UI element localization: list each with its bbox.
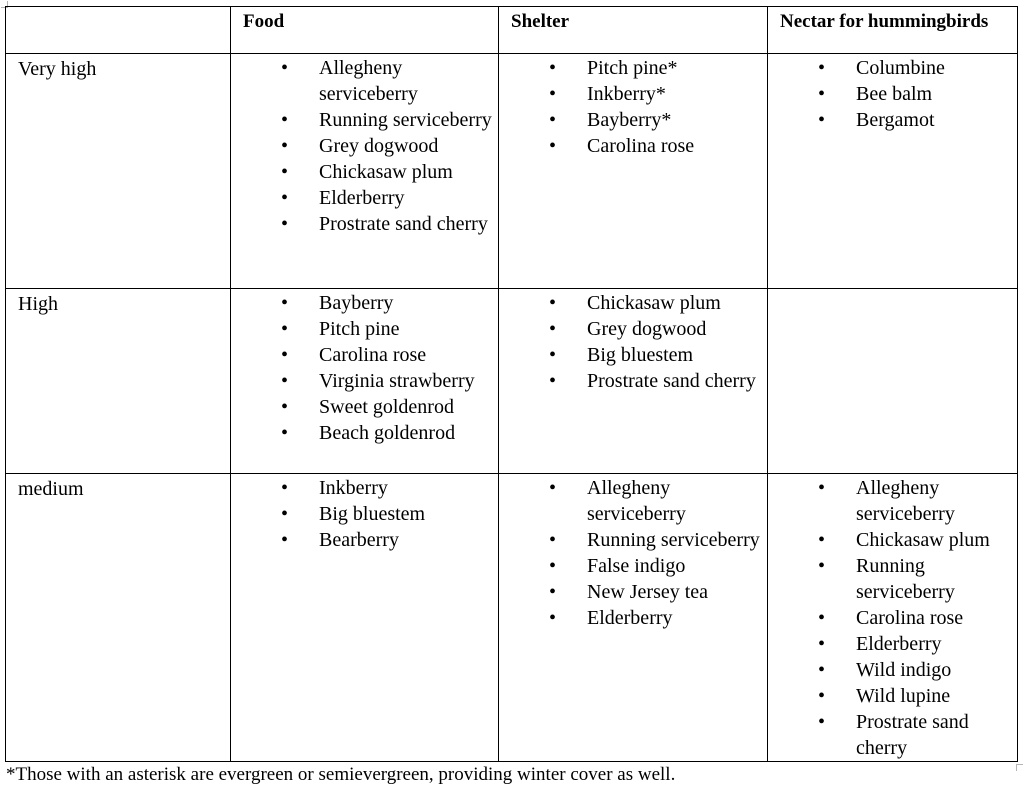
margin-corner-mark-bottom-right xyxy=(1016,764,1023,771)
header-cell-shelter: Shelter xyxy=(499,7,768,54)
plant-list-item: • Grey dogwood xyxy=(231,133,498,159)
plant-list-item: • Bayberry* xyxy=(499,107,767,133)
table-header-row xyxy=(6,7,1018,54)
plant-list-item: • Wild lupine xyxy=(768,683,1017,709)
plant-list-item: • Pitch pine* xyxy=(499,55,767,81)
food-cell xyxy=(231,54,499,289)
table-row xyxy=(6,474,1018,762)
plant-list-item: • Prostrate sand cherry xyxy=(768,709,1017,761)
food-cell xyxy=(231,289,499,474)
plant-list-item: • Running serviceberry xyxy=(231,107,498,133)
plant-list-item: • Carolina rose xyxy=(768,605,1017,631)
table-row xyxy=(6,54,1018,289)
plant-list-item: • Running serviceberry xyxy=(499,527,767,553)
row-level-label: medium xyxy=(6,474,231,762)
plant-list-item: • Columbine xyxy=(768,55,1017,81)
footnote: *Those with an asterisk are evergreen or semievergreen, providing winter cover as well. xyxy=(6,764,676,785)
header-cell-food: Food xyxy=(231,7,499,54)
plant-list-item: • Beach goldenrod xyxy=(231,420,498,446)
row-level-label: Very high xyxy=(6,54,231,289)
plant-list-item: • Carolina rose xyxy=(499,133,767,159)
plant-list-item: • Allegheny serviceberry xyxy=(768,475,1017,527)
plant-list-item: • Chickasaw plum xyxy=(768,527,1017,553)
plant-list xyxy=(231,289,498,446)
plant-list xyxy=(231,54,498,237)
shelter-cell xyxy=(499,289,768,474)
plant-list-item: • Allegheny serviceberry xyxy=(499,475,767,527)
shelter-cell xyxy=(499,474,768,762)
plant-list-item: • Prostrate sand cherry xyxy=(231,211,498,237)
plant-list-item: • Big bluestem xyxy=(231,501,498,527)
plant-value-table xyxy=(5,6,1018,762)
plant-list-item: • Wild indigo xyxy=(768,657,1017,683)
plant-list xyxy=(768,54,1017,133)
plant-list xyxy=(231,474,498,553)
plant-list-item: • Big bluestem xyxy=(499,342,767,368)
plant-list xyxy=(768,289,1017,290)
plant-list xyxy=(499,289,767,394)
plant-list-item: • Pitch pine xyxy=(231,316,498,342)
food-cell xyxy=(231,474,499,762)
plant-list xyxy=(499,474,767,631)
plant-list xyxy=(768,474,1017,761)
nectar-cell xyxy=(768,474,1018,762)
nectar-cell xyxy=(768,54,1018,289)
nectar-cell xyxy=(768,289,1018,474)
plant-list-item: • Bearberry xyxy=(231,527,498,553)
table-body xyxy=(6,54,1018,762)
plant-list-item: • Grey dogwood xyxy=(499,316,767,342)
plant-list-item: • Prostrate sand cherry xyxy=(499,368,767,394)
plant-list xyxy=(499,54,767,159)
plant-list-item: • Bergamot xyxy=(768,107,1017,133)
plant-list-item: • Elderberry xyxy=(499,605,767,631)
plant-list-item: • Virginia strawberry xyxy=(231,368,498,394)
shelter-cell xyxy=(499,54,768,289)
plant-list-item: • Sweet goldenrod xyxy=(231,394,498,420)
plant-list-item: • False indigo xyxy=(499,553,767,579)
plant-list-item: • Inkberry xyxy=(231,475,498,501)
row-level-label: High xyxy=(6,289,231,474)
plant-list-item: • Carolina rose xyxy=(231,342,498,368)
plant-list-item: • Running serviceberry xyxy=(768,553,1017,605)
header-cell-nectar: Nectar for hummingbirds xyxy=(768,7,1018,54)
plant-list-item: • Elderberry xyxy=(768,631,1017,657)
plant-list-item: • New Jersey tea xyxy=(499,579,767,605)
plant-list-item: • Chickasaw plum xyxy=(499,290,767,316)
plant-list-item: • Chickasaw plum xyxy=(231,159,498,185)
plant-list-item: • Elderberry xyxy=(231,185,498,211)
plant-list-item: • Bee balm xyxy=(768,81,1017,107)
plant-list-item: • Bayberry xyxy=(231,290,498,316)
plant-list-item: • Inkberry* xyxy=(499,81,767,107)
table-row xyxy=(6,289,1018,474)
plant-list-item: • Allegheny serviceberry xyxy=(231,55,498,107)
header-cell-level xyxy=(6,7,231,54)
